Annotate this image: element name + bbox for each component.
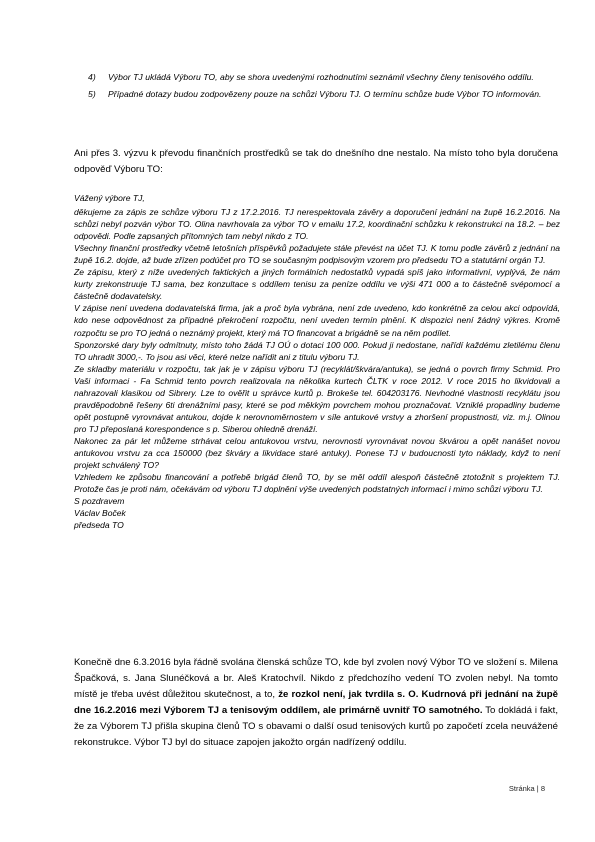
list-item-number: 5): [88, 89, 96, 99]
letter-paragraph: Nakonec za pár let můžeme strhávat celou antukovou vrstvu, nerovnosti vyrovnávat novou škvárou a opět nanášet novou antukovou vrstvu za cca 150000 (bez škváry a likvidace staré antuky). Ponese TJ v budoucnosti tyto náklady, když to není projekt schválený TO?: [74, 435, 560, 471]
letter-greeting: Vážený výbore TJ,: [74, 193, 145, 203]
letter-closing: S pozdravem: [74, 496, 125, 507]
letter-paragraph: Vzhledem ke způsobu financování a potřebě brigád členů TO, by se měl oddíl alespoň částečně ztotožnit s projektem TJ. Protože čas je proti nám, očekávám od výboru TJ doplnění výše uvedených podstatných informací i mimo schůzi výboru TJ.: [74, 472, 560, 495]
letter-signature-name: Václav Boček: [74, 508, 126, 519]
list-item-number: 4): [88, 72, 96, 82]
intro-paragraph: Ani přes 3. výzvu k převodu finančních prostředků se tak do dnešního dne nestalo. Na místo toho byla doručena odpověď Výboru TO:: [74, 148, 558, 175]
quoted-letter: [74, 192, 560, 531]
list-item: [88, 70, 558, 84]
letter-signature-role: předseda TO: [74, 520, 124, 531]
list-item-text: Výbor TJ ukládá Výboru TO, aby se shora uvedenými rozhodnutími seznámil všechny členy tenisového oddílu.: [108, 72, 534, 82]
letter-paragraph: Ze skladby materiálu v rozpočtu, tak jak je v zápisu výboru TJ (recyklát/škvára/antuka), se jedná o povrch firmy Schmid. Pro Vaši informaci - Fa Schmid tento povrch realizovala na několika kurtech ČLTK v roce 2012. V roce 2015 ho likvidovali a nahrazovali klasikou od Sibrery. Lze to ověřit u správce kurtů p. Brokeše tel. 604203176. Nevhodné vlastnosti recyklátu jsou pravděpodobně řešeny 6ti drenážními pasy, které se pod měkkým povrchem mohou proznačovat. Vzniklé propadliny budeme opět postupně vyrovnávat antukou, dojde k nerovnoměrnostem v síle antukové vrstvy a zhoršení propustnosti, viz. m.j. Olinou pro TJ přeposlaná korespondence s p. Siberou ohledně drenáží.: [74, 363, 560, 434]
letter-paragraph: V zápise není uvedena dodavatelská firma, jak a proč byla vybrána, není zde uvedeno, kdo konkrétně za celou akci odpovídá, kdo nese odpovědnost za případné překročení rozpočtu, není uveden termín plnění. K dispozici není žádný výkres. Kromě rozpočtu se pro TO jedná o neznámý projekt, který má TO financovat a brigádně se na něm podílet.: [74, 303, 560, 338]
final-paragraph-bold-text: že rozkol není, jak tvrdila s. O. Kudrnová při jednání na župě dne 16.2.2016 mezi Výborem TJ a tenisovým oddílem, ale primárně uvnitř TO samotného.: [74, 689, 558, 716]
final-paragraph-text: Konečně dne 6.3.2016 byla řádně svolána členská schůze TO, kde byl zvolen nový Výbor TO ve složení s. Milena Špačková, s. Jana Slunéčková a br. Aleš Kratochvíl. Nikdo z předchozího vedení TO zvolen nebyl. Na tomto místě je třeba uvést důležitou skutečnost, a to,: [74, 657, 558, 700]
letter-paragraph: Všechny finanční prostředky včetně letošních příspěvků požadujete stále převést na účet TJ. K tomu podle závěrů z jednání na župě 16.2. dojde, až bude zřízen podúčet pro TO se současným podpisovým vzorem pro předsedu TO a statutární orgán TJ.: [74, 243, 560, 266]
final-paragraph: [74, 655, 558, 751]
letter-paragraph: Sponzorské dary byly odmítnuty, místo toho žádá TJ OÚ o dotaci 100 000. Pokud ji nedostane, nařídí každému zletilému členu TO uhradit 3000,-. To jsou asi věci, které nelze nařídit ani z titulu výboru TJ.: [74, 339, 560, 362]
numbered-list: [88, 70, 558, 104]
page-number-footer: Stránka | 8: [508, 784, 545, 793]
letter-paragraph: děkujeme za zápis ze schůze výboru TJ z 17.2.2016. TJ nerespektovala závěry a doporučení jednání na župě 16.2.2016. Na schůzi nebyl pozván výbor TO. Olina navrhovala za výbor TO v emailu 17.2, koordinační schůzku k rekonstrukci na 18.2. – bez odpovědi. Podle zapsaných přítomných tam nebyl nikdo z TO.: [74, 207, 560, 242]
final-paragraph-text: To dokládá i fakt, že za Výborem TJ přišla skupina členů TO s obavami o další osud tenisových kurtů po započetí zcela neuvážené rekonstrukce. Výbor TJ byl do situace zapojen jakožto orgán nadřízený oddílu.: [74, 705, 558, 748]
list-item: [88, 87, 558, 101]
list-item-text: Případné dotazy budou zodpovězeny pouze na schůzi Výboru TJ. O termínu schůze bude Výbor TO informován.: [108, 89, 542, 99]
letter-paragraph: Ze zápisu, který z níže uvedených faktických a jiných formálních nedostatků vypadá spíš jako informativní, vyplývá, že nám kurty zrekonstruuje TJ sama, bez konzultace s oddílem tenisu za peníze oddílu ve výši 471 000 a to částečně svépomocí a částečně dodavatelsky.: [74, 267, 560, 302]
